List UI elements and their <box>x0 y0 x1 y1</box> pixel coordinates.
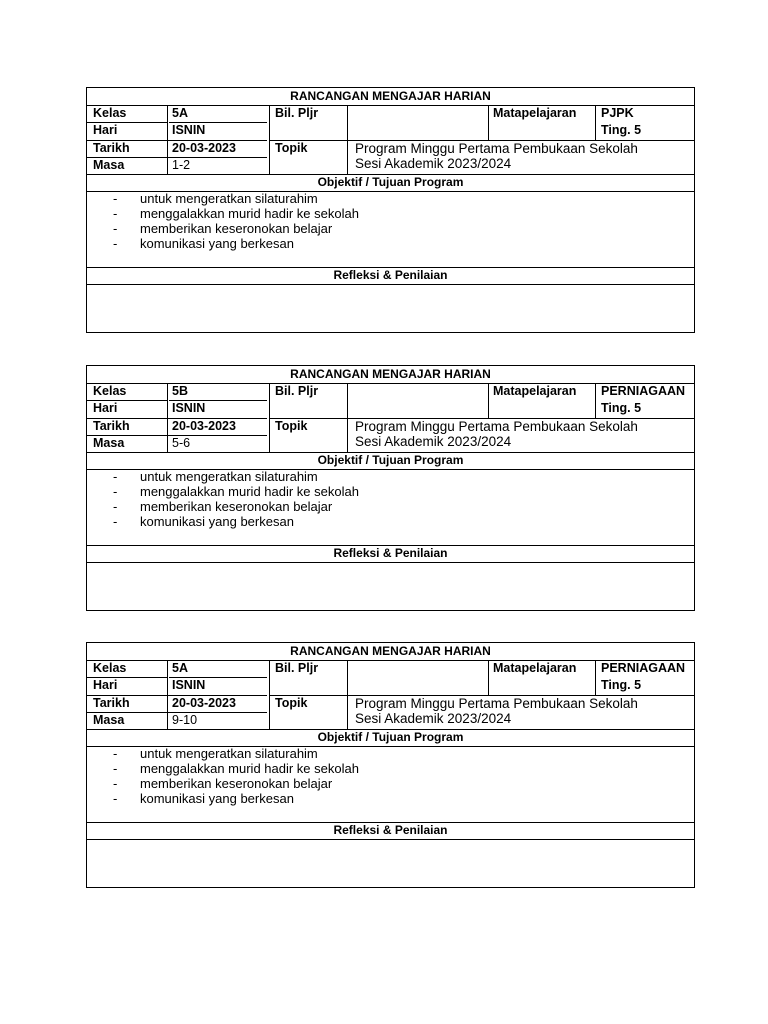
column-divider <box>167 660 168 729</box>
bullet-dash: - <box>113 499 118 514</box>
masa-value: 5-6 <box>172 436 191 450</box>
objective-list <box>113 191 359 251</box>
kelas-label: Kelas <box>93 661 127 675</box>
tarikh-label: Tarikh <box>93 419 130 433</box>
row-divider <box>87 562 694 563</box>
bullet-dash: - <box>113 191 118 206</box>
hari-label: Hari <box>93 123 118 137</box>
objective-item <box>113 514 359 529</box>
objective-item <box>113 791 359 806</box>
column-divider <box>269 105 270 174</box>
column-divider <box>488 383 489 418</box>
masa-label: Masa <box>93 713 125 727</box>
objective-text: memberikan keseronokan belajar <box>140 221 333 236</box>
level-value: Ting. 5 <box>601 123 642 137</box>
bullet-dash: - <box>113 514 118 529</box>
kelas-value: 5A <box>172 661 188 675</box>
kelas-value: 5A <box>172 106 188 120</box>
masa-value: 9-10 <box>172 713 198 727</box>
topic-line-1: Program Minggu Pertama Pembukaan Sekolah <box>355 419 638 434</box>
column-divider <box>269 660 270 729</box>
tarikh-value: 20-03-2023 <box>172 696 236 710</box>
lesson-plan-table-1 <box>86 87 695 333</box>
objective-list <box>113 469 359 529</box>
objective-item <box>113 761 359 776</box>
objective-text: untuk mengeratkan silaturahim <box>140 469 318 484</box>
column-divider <box>595 105 596 140</box>
bullet-dash: - <box>113 484 118 499</box>
plan-title: RANCANGAN MENGAJAR HARIAN <box>290 644 491 658</box>
objective-text: menggalakkan murid hadir ke sekolah <box>140 484 359 499</box>
objective-item <box>113 191 359 206</box>
objective-item <box>113 236 359 251</box>
lesson-plan-table-3 <box>86 642 695 888</box>
hari-value: ISNIN <box>172 123 206 137</box>
column-divider <box>347 660 348 729</box>
tarikh-label: Tarikh <box>93 141 130 155</box>
masa-value: 1-2 <box>172 158 191 172</box>
objective-text: menggalakkan murid hadir ke sekolah <box>140 761 359 776</box>
bullet-dash: - <box>113 761 118 776</box>
topik-label: Topik <box>275 696 308 710</box>
objective-text: menggalakkan murid hadir ke sekolah <box>140 206 359 221</box>
objective-text: komunikasi yang berkesan <box>140 791 294 806</box>
reflection-header: Refleksi & Penilaian <box>333 823 448 837</box>
level-value: Ting. 5 <box>601 401 642 415</box>
topic-line-2: Sesi Akademik 2023/2024 <box>355 156 512 171</box>
bullet-dash: - <box>113 776 118 791</box>
subject-label: Matapelajaran <box>493 106 577 120</box>
objective-text: untuk mengeratkan silaturahim <box>140 191 318 206</box>
objective-item <box>113 484 359 499</box>
tarikh-value: 20-03-2023 <box>172 419 236 433</box>
lesson-plan-table-2 <box>86 365 695 611</box>
objective-text: memberikan keseronokan belajar <box>140 499 333 514</box>
hari-label: Hari <box>93 678 118 692</box>
bullet-dash: - <box>113 791 118 806</box>
objective-item <box>113 776 359 791</box>
bullet-dash: - <box>113 221 118 236</box>
objective-header: Objektif / Tujuan Program <box>317 175 464 189</box>
objective-header: Objektif / Tujuan Program <box>317 453 464 467</box>
kelas-label: Kelas <box>93 384 127 398</box>
tarikh-label: Tarikh <box>93 696 130 710</box>
hari-value: ISNIN <box>172 678 206 692</box>
objective-item <box>113 469 359 484</box>
plan-title: RANCANGAN MENGAJAR HARIAN <box>290 367 491 381</box>
bullet-dash: - <box>113 746 118 761</box>
column-divider <box>347 383 348 452</box>
topik-label: Topik <box>275 141 308 155</box>
subject-label: Matapelajaran <box>493 661 577 675</box>
hari-value: ISNIN <box>172 401 206 415</box>
column-divider <box>167 383 168 452</box>
objective-item <box>113 746 359 761</box>
kelas-label: Kelas <box>93 106 127 120</box>
topic-line-1: Program Minggu Pertama Pembukaan Sekolah <box>355 696 638 711</box>
column-divider <box>269 383 270 452</box>
row-divider <box>87 839 694 840</box>
bil-pljr-label: Bil. Pljr <box>275 384 319 398</box>
objective-item <box>113 221 359 236</box>
masa-label: Masa <box>93 436 125 450</box>
subject-value: PERNIAGAAN <box>601 661 686 675</box>
row-divider <box>87 284 694 285</box>
bullet-dash: - <box>113 469 118 484</box>
bil-pljr-label: Bil. Pljr <box>275 661 319 675</box>
hari-label: Hari <box>93 401 118 415</box>
masa-label: Masa <box>93 158 125 172</box>
plan-title: RANCANGAN MENGAJAR HARIAN <box>290 89 491 103</box>
column-divider <box>488 105 489 140</box>
column-divider <box>347 105 348 174</box>
subject-value: PERNIAGAAN <box>601 384 686 398</box>
objective-item <box>113 206 359 221</box>
tarikh-value: 20-03-2023 <box>172 141 236 155</box>
bullet-dash: - <box>113 206 118 221</box>
objective-text: untuk mengeratkan silaturahim <box>140 746 318 761</box>
column-divider <box>488 660 489 695</box>
objective-header: Objektif / Tujuan Program <box>317 730 464 744</box>
objective-text: memberikan keseronokan belajar <box>140 776 333 791</box>
subject-label: Matapelajaran <box>493 384 577 398</box>
topic-line-2: Sesi Akademik 2023/2024 <box>355 434 512 449</box>
objective-list <box>113 746 359 806</box>
bullet-dash: - <box>113 236 118 251</box>
objective-item <box>113 499 359 514</box>
kelas-value: 5B <box>172 384 188 398</box>
column-divider <box>167 105 168 174</box>
column-divider <box>595 383 596 418</box>
reflection-header: Refleksi & Penilaian <box>333 546 448 560</box>
subject-value: PJPK <box>601 106 634 120</box>
bil-pljr-label: Bil. Pljr <box>275 106 319 120</box>
objective-text: komunikasi yang berkesan <box>140 236 294 251</box>
column-divider <box>595 660 596 695</box>
topic-line-1: Program Minggu Pertama Pembukaan Sekolah <box>355 141 638 156</box>
level-value: Ting. 5 <box>601 678 642 692</box>
topic-line-2: Sesi Akademik 2023/2024 <box>355 711 512 726</box>
reflection-header: Refleksi & Penilaian <box>333 268 448 282</box>
topik-label: Topik <box>275 419 308 433</box>
objective-text: komunikasi yang berkesan <box>140 514 294 529</box>
